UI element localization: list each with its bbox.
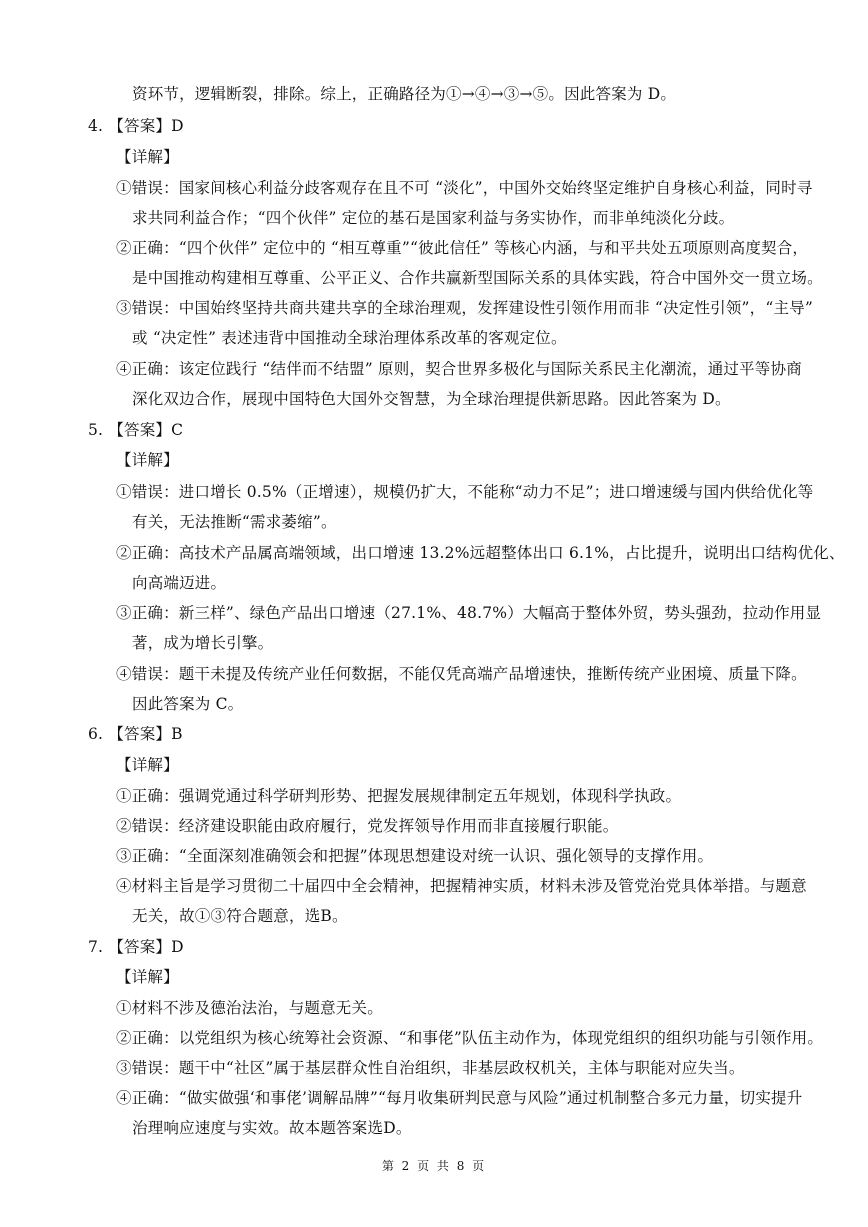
q5-line: 因此答案为 C。 — [132, 695, 244, 713]
continuation-line: 资环节，逻辑断裂，排除。综上，正确路径为①→④→③→⑤。因此答案为 D。 — [132, 85, 677, 103]
q5-line: 向高端迈进。 — [132, 574, 227, 592]
q5-line: ②正确：高技术产品属高端领域，出口增速 13.2%远超整体出口 6.1%，占比提升，说明出口结构优化、 — [116, 544, 845, 562]
q5-line: ④错误：题干未提及传统产业任何数据，不能仅凭高端产品增速快，推断传统产业困境、质量下降。 — [116, 665, 807, 683]
q4-line: ③错误：中国始终坚持共商共建共享的全球治理观，发挥建设性引领作用而非 “决定性引领”，“主导” — [116, 299, 814, 317]
q7-answer-header: 7. 【答案】D — [88, 938, 184, 956]
q6-answer-header: 6. 【答案】B — [88, 725, 183, 743]
q6-line: ③正确：“全面深刻准确领会和把握”体现思想建设对统一认识、强化领导的支撑作用。 — [116, 847, 714, 865]
q4-line: ②正确：“四个伙伴” 定位中的 “相互尊重”“彼此信任” 等核心内涵，与和平共处五项原则高度契合， — [116, 239, 809, 257]
q5-answer-header: 5. 【答案】C — [88, 421, 184, 439]
q6-line: ④材料主旨是学习贯彻二十届四中全会精神，把握精神实质，材料未涉及管党治党具体举措。与题意 — [116, 877, 807, 895]
q5-line: ①错误：进口增长 0.5%（正增速），规模仍扩大，不能称“动力不足”；进口增速缓与国内供给优化等 — [116, 483, 814, 501]
q4-line: 求共同利益合作；“四个伙伴” 定位的基石是国家利益与务实协作，而非单纯淡化分歧。 — [132, 209, 735, 227]
q5-detail-label: 【详解】 — [116, 451, 179, 469]
q7-line: 治理响应速度与实效。故本题答案选D。 — [132, 1119, 412, 1137]
q6-line: ①正确：强调党通过科学研判形势、把握发展规律制定五年规划，体现科学执政。 — [116, 787, 682, 805]
q6-line: ②错误：经济建设职能由政府履行，党发挥领导作用而非直接履行职能。 — [116, 817, 619, 835]
q4-line: 是中国推动构建相互尊重、公平正义、合作共赢新型国际关系的具体实践，符合中国外交一贯立场。 — [132, 269, 823, 287]
q5-line: 有关，无法推断“需求萎缩”。 — [132, 513, 337, 531]
q4-answer-header: 4. 【答案】D — [88, 117, 184, 135]
page-footer: 第 2 页 共 8 页 — [381, 1159, 487, 1173]
q7-detail-label: 【详解】 — [116, 968, 179, 986]
q7-line: ④正确：“做实做强‘和事佬’调解品牌”“每月收集研判民意与风险”通过机制整合多元力量，切实提升 — [116, 1089, 803, 1107]
q6-line: 无关，故①③符合题意，选B。 — [132, 907, 348, 925]
q7-line: ③错误：题干中“社区”属于基层群众性自治组织，非基层政权机关，主体与职能对应失当。 — [116, 1059, 745, 1077]
q5-line: 著，成为增长引擎。 — [132, 634, 274, 652]
q4-line: 深化双边合作，展现中国特色大国外交智慧，为全球治理提供新思路。因此答案为 D。 — [132, 390, 731, 408]
q4-detail-label: 【详解】 — [116, 148, 179, 166]
q4-line: ①错误：国家间核心利益分歧客观存在且不可 “淡化”，中国外交始终坚定维护自身核心利益，同时寻 — [116, 179, 813, 197]
q7-line: ①材料不涉及德治法治，与题意无关。 — [116, 999, 383, 1017]
q5-line: ③正确：新三样”、绿色产品出口增速（27.1%、48.7%）大幅高于整体外贸，势头强劲，拉动作用显 — [116, 604, 822, 622]
q4-line: ④正确：该定位践行 “结伴而不结盟” 原则，契合世界多极化与国际关系民主化潮流，通过平等协商 — [116, 360, 802, 378]
q7-line: ②正确：以党组织为核心统筹社会资源、“和事佬”队伍主动作为，体现党组织的组织功能与引领作用。 — [116, 1029, 824, 1047]
q4-line: 或 “决定性” 表述违背中国推动全球治理体系改革的客观定位。 — [132, 329, 567, 347]
q6-detail-label: 【详解】 — [116, 756, 179, 774]
